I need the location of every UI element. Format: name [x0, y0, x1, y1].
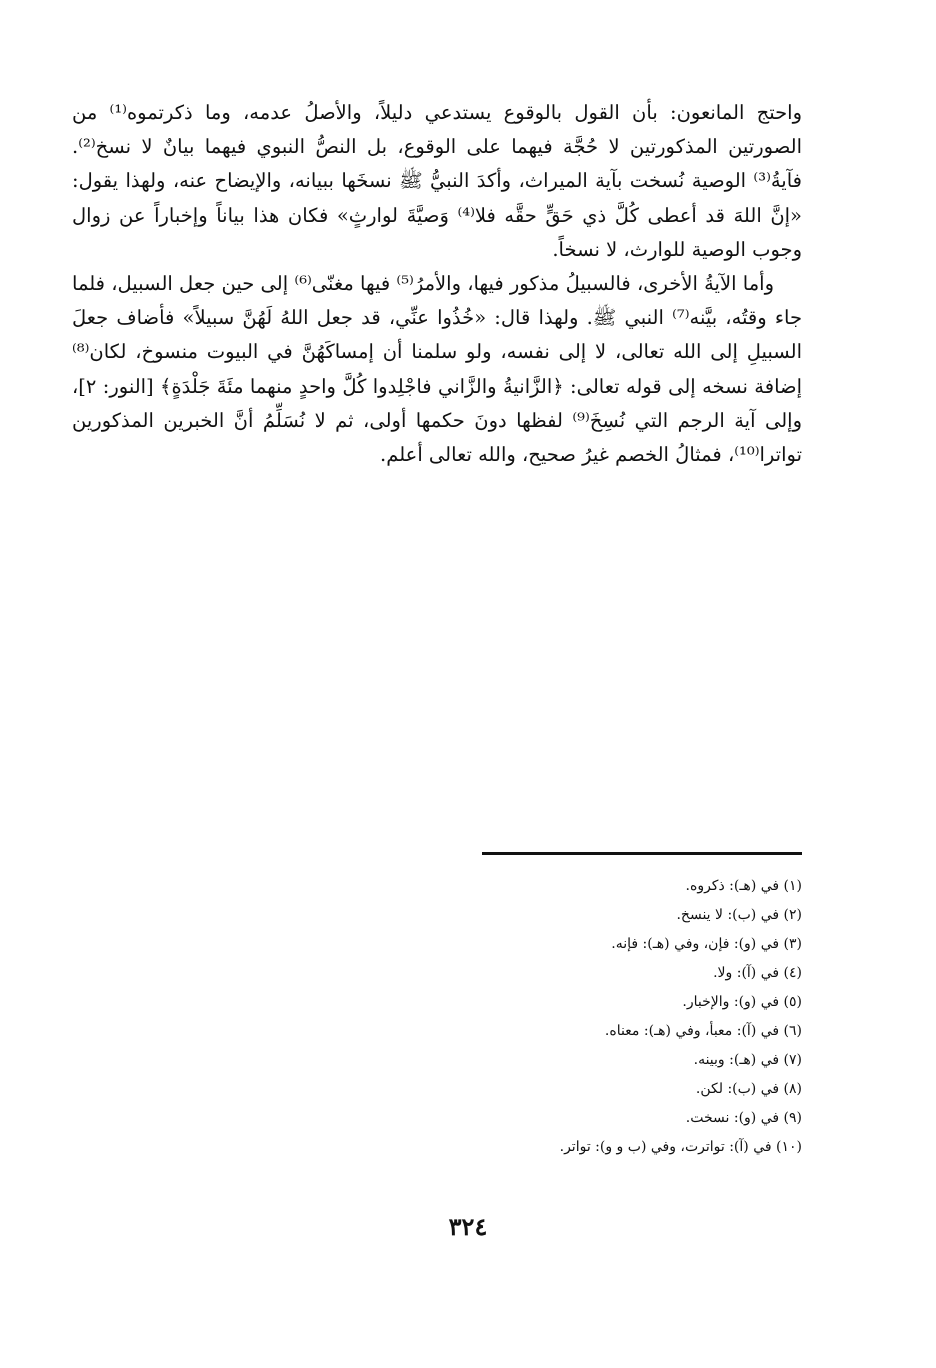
footnote-5: (٥) في (و): والإخبار.	[682, 994, 802, 1010]
page-number: ٣٢٤	[448, 1212, 488, 1241]
footnote-2: (٢) في (ب): لا ينسخ.	[676, 907, 802, 923]
footnote-3: (٣) في (و): فإن، وفي (هـ): فإنه.	[611, 936, 802, 952]
footnote-9: (٩) في (و): نسخت.	[685, 1110, 802, 1126]
footnote-7: (٧) في (هـ): وبينه.	[693, 1052, 802, 1068]
footnote-1: (١) في (هـ): ذكروه.	[685, 878, 802, 894]
footnote-separator	[482, 852, 802, 855]
main-text	[72, 96, 802, 472]
footnote-8: (٨) في (ب): لكن.	[695, 1081, 802, 1097]
footnote-6: (٦) في (آ): معبأ، وفي (هـ): معناه.	[604, 1023, 802, 1039]
paragraph-1: واحتج المانعون: بأن القول بالوقوع يستدعي دليلاً، والأصلُ عدمه، وما ذكرتموه⁽¹⁾ من الصورتين المذكورتين لا حُجَّة فيهما على الوقوع، بل النصُّ النبوي فيهما بيانٌ لا نسخ⁽²⁾. فآيةُ⁽³⁾ الوصية نُسخت بآية الميراث، وأكدَ النبيُّ ﷺ نسخَها ببيانه، والإيضاح عنه، ولهذا يقول: «إنَّ اللهَ قد أعطى كُلَّ ذي حَقٍّ حقَّه فلا⁽⁴⁾ وَصيَّةَ لوارثٍ» فكان هذا بياناً وإخباراً عن زوال وجوب الوصية للوارث، لا نسخاً.	[72, 101, 802, 261]
footnote-4: (٤) في (آ): ولا.	[713, 965, 802, 981]
paragraph-2: وأما الآيةُ الأخرى، فالسبيلُ مذكور فيها، والأمرُ⁽⁵⁾ فيها مغنّى⁽⁶⁾ إلى حين جعل السبيل، فلما جاء وقتُه، بيَّنه⁽⁷⁾ النبي ﷺ. ولهذا قال: «خُذُوا عنِّي، قد جعل اللهُ لَهُنَّ سبيلاً» فأضاف جعلَ السبيلِ إلى الله تعالى، لا إلى نفسه، ولو سلمنا أن إمساكَهُنَّ في البيوت منسوخ، لكان⁽⁸⁾ إضافة نسخه إلى قوله تعالى: ﴿الزَّانيةُ والزَّاني فاجْلِدوا كُلَّ واحدٍ منهما مئَةَ جَلْدَةٍ﴾ [النور: ٢]، وإلى آية الرجم التي نُسِخَ⁽⁹⁾ لفظها دونَ حكمها أولى، ثم لا نُسَلِّمُ أنَّ الخبرين المذكورين تواترا⁽¹⁰⁾، فمثالُ الخصم غيرُ صحيح، والله تعالى أعلم.	[72, 272, 803, 467]
footnote-10: (١٠) في (آ): تواترت، وفي (ب و و): تواتر.	[559, 1139, 802, 1155]
footnotes	[300, 872, 802, 1162]
